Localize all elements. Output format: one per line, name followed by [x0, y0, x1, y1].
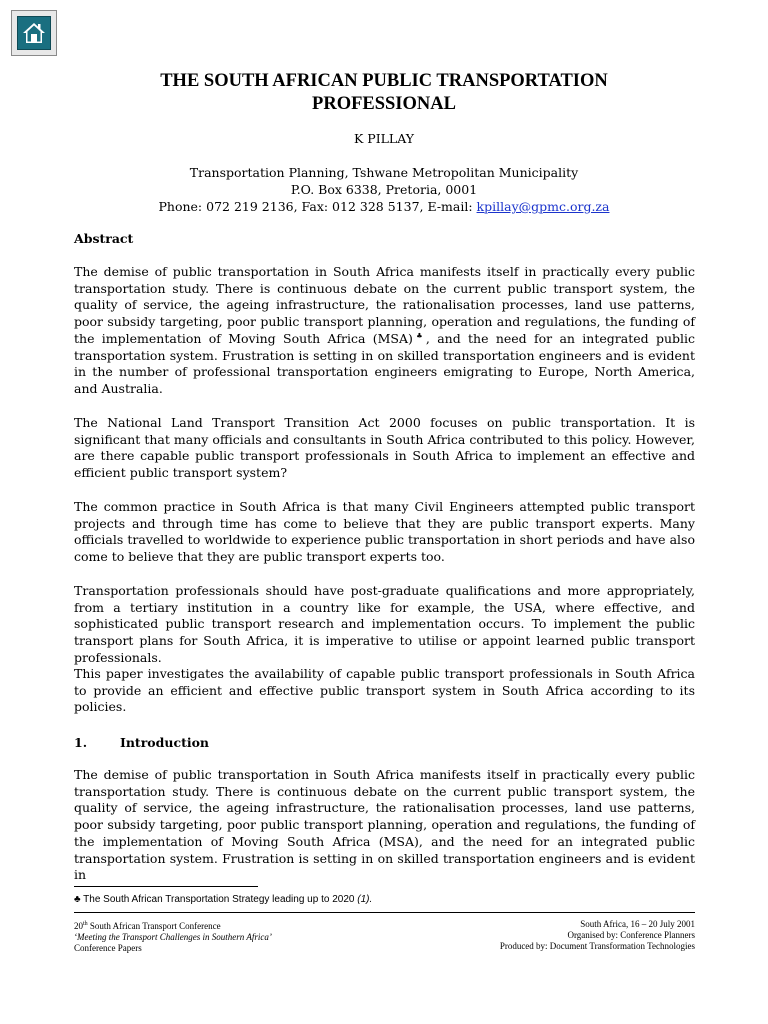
- affiliation-line-3: [0, 198, 768, 215]
- footer-location-date: South Africa, 16 – 20 July 2001: [580, 919, 695, 929]
- contact-details: Phone: 072 219 2136, Fax: 012 328 5137, E-mail:: [158, 199, 477, 214]
- abstract-heading: Abstract: [74, 231, 134, 246]
- footnote-marker: ♣: [412, 331, 426, 340]
- affiliation-line-2: P.O. Box 6338, Pretoria, 0001: [290, 182, 478, 197]
- footer-right: [500, 919, 695, 952]
- title-line-2: PROFESSIONAL: [312, 94, 456, 114]
- abstract-paragraph-4: Transportation professionals should have post-graduate qualifications and more appropriately, from a tertiary institution in a country like for example, the USA, where effective, and sophisticated public transport research and implementation occurs. To implement the public transport plans for South Africa, it is imperative to utilise or appoint learned public transport professionals.: [74, 583, 695, 665]
- title-line-1: THE SOUTH AFRICAN PUBLIC TRANSPORTATION: [160, 71, 608, 91]
- email-link[interactable]: kpillay@gpmc.org.za: [476, 199, 610, 214]
- footnote-marker-symbol: ♣: [74, 894, 81, 905]
- footnote: [74, 893, 372, 906]
- footer-conference-theme: ‘Meeting the Transport Challenges in Southern Africa’: [74, 932, 272, 942]
- section-number: 1.: [74, 735, 88, 750]
- home-button[interactable]: [11, 10, 57, 56]
- footer-conference-name: 20th South African Transport Conference: [74, 921, 221, 931]
- section-title: Introduction: [120, 735, 210, 750]
- footer-left: [74, 919, 272, 954]
- section-heading-introduction: [74, 734, 209, 751]
- footnote-reference: (1).: [357, 894, 373, 905]
- footer-producer: Produced by: Document Transformation Technologies: [499, 941, 695, 951]
- footnote-text: The South African Transportation Strategy leading up to 2020: [80, 894, 358, 905]
- footnote-divider: [74, 886, 258, 887]
- home-icon: [17, 16, 51, 50]
- footer-conference-papers: Conference Papers: [74, 943, 142, 953]
- footer-divider: [74, 912, 695, 913]
- abstract-paragraph-2: The National Land Transport Transition Act 2000 focuses on public transportation. It is significant that many officials and consultants in South Africa contributed to this policy. However, are there capable public transport professionals in South Africa to implement an effective and efficient public transport system?: [74, 415, 695, 481]
- abstract-paragraph-5: This paper investigates the availability of capable public transport professionals in South Africa to provide an efficient and effective public transport system in South Africa according to its policies.: [74, 666, 695, 715]
- paper-title: [0, 70, 768, 116]
- abstract-paragraph-1: The demise of public transportation in South Africa manifests itself in practically every public transportation study. There is continuous debate on the current public transport system, the quality of service, the ageing infrastructure, the rationalisation processes, land use patterns, poor subsidy targeting, poor public transport planning, operation and regulations, the funding of the implementation of Moving South Africa (MSA)♣, and the need for an integrated public transportation system. Frustration is setting in on skilled transportation engineers and is evident in the number of professional transportation engineers emigrating to Europe, North America, and Australia.: [74, 264, 695, 396]
- author-name: K PILLAY: [353, 131, 415, 146]
- abstract-paragraph-3: The common practice in South Africa is that many Civil Engineers attempted public transport projects and through time has come to believe that they are public transport experts. Many officials travelled to worldwide to experience public transportation in short periods and have also come to believe that they are public transport experts too.: [74, 499, 695, 565]
- footer-organiser: Organised by: Conference Planners: [567, 930, 695, 940]
- introduction-paragraph-1: The demise of public transportation in South Africa manifests itself in practically every public transportation study. There is continuous debate on the current public transport system, the quality of service, the ageing infrastructure, the rationalisation processes, land use patterns, poor subsidy targeting, poor public transport planning, operation and regulations, the funding of the implementation of Moving South Africa (MSA), and the need for an integrated public transportation system. Frustration is setting in on skilled transportation engineers and is evident in: [74, 767, 695, 883]
- affiliation: [0, 164, 768, 215]
- affiliation-line-1: Transportation Planning, Tshwane Metropolitan Municipality: [189, 165, 579, 180]
